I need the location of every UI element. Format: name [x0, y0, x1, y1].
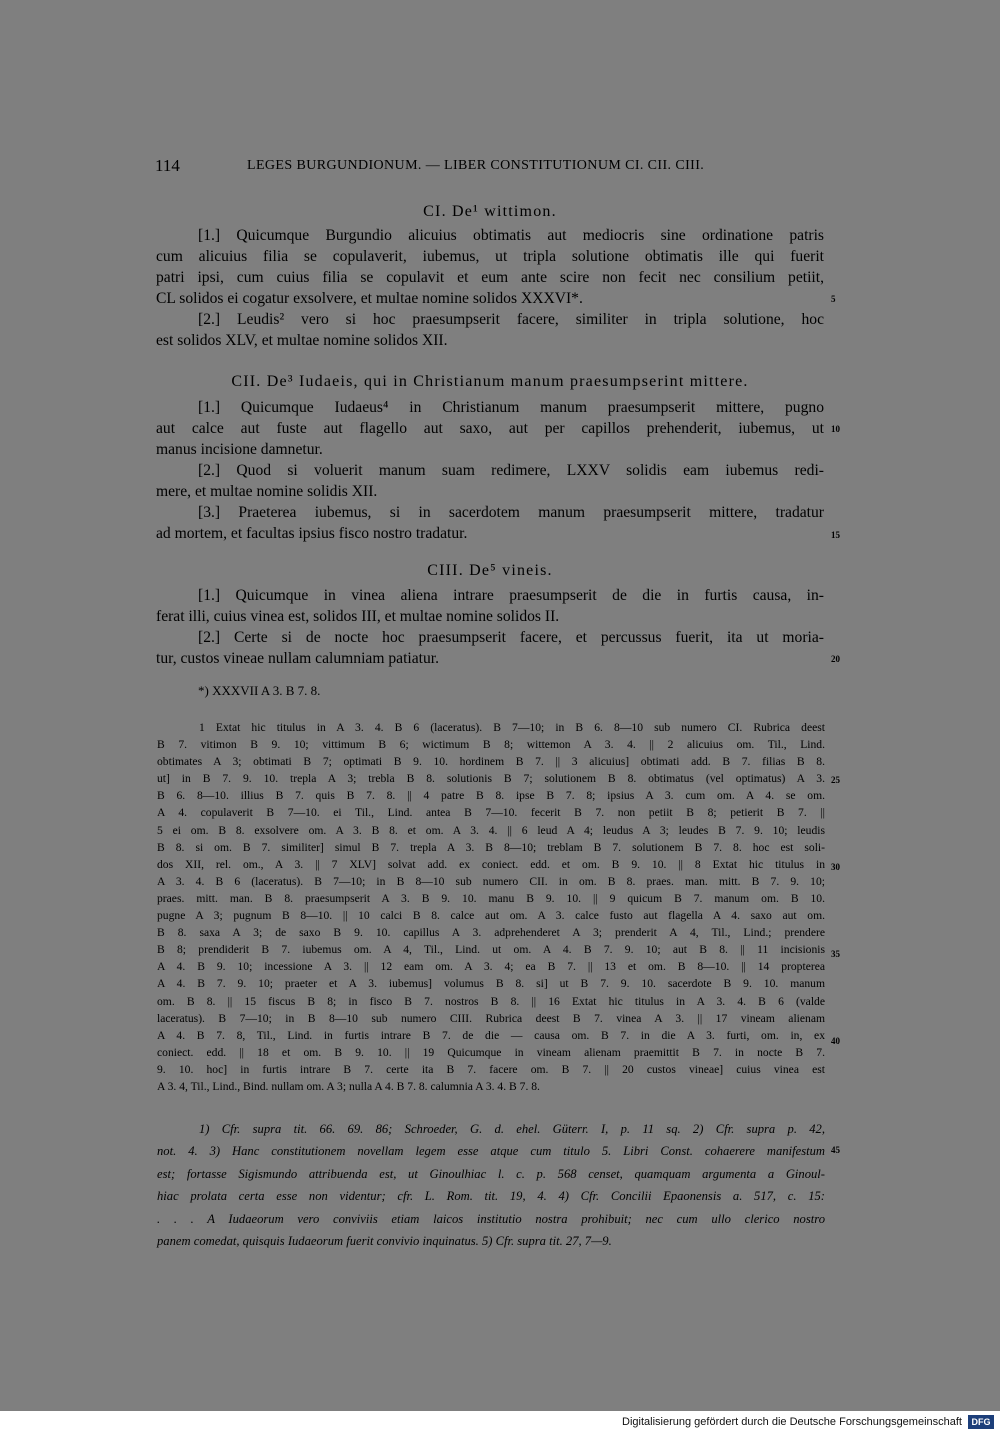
text-line: [2.] Leudis² vero si hoc praesumpserit facere, similiter in tripla solutione, hoc	[198, 311, 824, 328]
footnote-line: not. 4. 3) Hanc constitutionem novellam legem esse atque cum titulo 5. Libri Const. cohaerere manifestum	[157, 1144, 825, 1159]
running-head: LEGES BURGUNDIONUM. — LIBER CONSTITUTIONUM CI. CII. CIII.	[247, 158, 705, 173]
text-line: ad mortem, et facultas ipsius fisco nostro tradatur.	[156, 525, 468, 542]
section-title-ci: CI. De¹ wittimon.	[423, 203, 557, 220]
apparatus-line: dos XII, rel. om., A 3. || 7 XLV] solvat add. ex coniect. edd. et om. B 9. 10. || 8 Extat hic titulus in	[157, 857, 825, 871]
apparatus-line: B 6. 8—10. illius B 7. quis B 7. 8. || 4 patre B 8. ipse B 7. 8; ipsius A 3. cum om. A 4. se om.	[157, 789, 825, 803]
text-line: patri ipsi, cum cuius filia se copulavit et eum ante scire non fecit nec consilium petiit,	[156, 269, 824, 286]
footnote-line: 1) Cfr. supra tit. 66. 69. 86; Schroeder, G. d. ehel. Güterr. I, p. 11 sq. 2) Cfr. supra p. 42,	[199, 1122, 825, 1136]
apparatus-line: pugne A 3; pugnum B 8—10. || 10 calci B 8. calce aut om. A 3. calce fusto aut flagella A 4. saxo aut om.	[157, 909, 825, 923]
apparatus-line: A 4. B 9. 10; incessione A 3. || 12 eam om. A 3. 4; ea B 7. || 13 et om. B 8—10. || 14 propterea	[157, 960, 825, 974]
apparatus-line: obtimates A 3; obtimati B 7; optimati B 9. 10. hordinem B 7. || 3 alicuius] obtimati add. B 7. filias B 8.	[157, 755, 825, 769]
page-header	[155, 156, 825, 180]
footnotes	[157, 1118, 825, 1252]
text-line: [2.] Certe si de nocte hoc praesumpserit facere, et percussus fuerit, ita ut moria-	[198, 629, 824, 646]
margin-line-number: 35	[831, 949, 840, 959]
footnote-line: panem comedat, quisquis Iudaeorum fuerit convivio inquinatus. 5) Cfr. supra tit. 27, 7—9.	[157, 1234, 612, 1249]
text-line: [1.] Quicumque Iudaeus⁴ in Christianum manum praesumpserit mittere, pugno	[198, 399, 824, 416]
footnote-line: . . . A Iudaeorum vero conviviis etiam laicos institutio nostra prohibuit; nec cum ullo clerico nostro	[157, 1211, 825, 1226]
apparatus-line: 9. 10. hoc] in furtis intrare B 7. certe ita B 7. facere om. B 7. || 20 custos vineae] cuius vinea est	[157, 1062, 825, 1076]
section-title-ciii: CIII. De⁵ vineis.	[427, 562, 553, 579]
text-line: tur, custos vineae nullam calumniam patiatur.	[156, 650, 440, 667]
text-line: [1.] Quicumque in vinea aliena intrare praesumpserit de die in furtis causa, in-	[198, 587, 824, 604]
apparatus-line: A 4. B 7. 8, Til., Lind. in furtis intrare B 7. de die — causa om. B 7. in die A 3. furti, om. in, ex	[157, 1028, 825, 1042]
section-title-cii: CII. De³ Iudaeis, qui in Christianum manum praesumpserint mittere.	[231, 373, 749, 390]
apparatus-line: praes. mitt. man. B 8. praesumpserit A 3. B 9. 10. manu B 9. 10. || 9 quicum B 7. manum om. B 10.	[157, 891, 825, 905]
apparatus-line: A 3. 4. B 6 (laceratus). B 7—10; in B 8—10 sub numero CII. in om. B 8. praes. man. mitt. B 7. 9. 10;	[157, 874, 825, 888]
apparatus-line: B 8. saxa A 3; de saxo B 9. 10. capillus A 3. adprehenderet A 3; prenderit A 4, Til., Lind.; prendere	[157, 926, 825, 940]
text-line: CL solidos ei cogatur exsolvere, et multae nomine solidos XXXVI*.	[156, 290, 583, 307]
variant-note: *) XXXVII A 3. B 7. 8.	[198, 683, 321, 698]
margin-line-number: 30	[831, 862, 840, 872]
text-line: est solidos XLV, et multae nomine solidos XII.	[156, 332, 448, 349]
footer-bar	[0, 1411, 1000, 1434]
section-body-ci	[156, 225, 824, 351]
apparatus-line: 1 Extat hic titulus in A 3. 4. B 6 (laceratus). B 7—10; in B 6. 8—10 sub numero CI. Rubrica deest	[199, 721, 825, 734]
margin-line-number: 10	[831, 424, 840, 434]
dfg-logo-icon: DFG	[968, 1415, 994, 1429]
section-body-cii	[156, 397, 824, 544]
margin-line-number: 25	[831, 775, 840, 785]
text-line: cum alicuius filia se copulaverit, iubemus, ut tripla solutione obtimatis ille qui fuerit	[156, 248, 824, 265]
apparatus-line: B 8; prendiderit B 7. iubemus om. A 4, Til., Lind. ut om. A 4. B 7. 9. 10; aut B 8. || 11 incisionis	[157, 943, 825, 957]
apparatus-line: B 7. vitimon B 9. 10; vittimum B 6; wictimum B 8; wittemon A 3. 4. || 2 alicuius om. Til., Lind.	[157, 738, 825, 752]
apparatus-line: A 4. B 7. 9. 10; praeter et A 3. iubemus] volumus B 8. si] ut B 7. 9. 10. sacerdote B 9. 10. manum	[157, 977, 825, 991]
text-line: manus incisione damnetur.	[156, 441, 323, 458]
text-line: [2.] Quod si voluerit manum suam redimere, LXXV solidis eam iubemus redi-	[198, 462, 824, 479]
margin-line-number: 5	[831, 294, 836, 304]
funding-notice: Digitalisierung gefördert durch die Deutsche Forschungsgemeinschaft	[622, 1416, 962, 1428]
text-line: aut calce aut fuste aut flagello aut saxo, aut per capillos prehenderit, iubemus, ut	[156, 420, 824, 437]
margin-line-number: 15	[831, 530, 840, 540]
text-line: ferat illi, cuius vinea est, solidos III, et multae nomine solidos II.	[156, 608, 560, 625]
page-number: 114	[155, 156, 180, 175]
margin-line-number: 40	[831, 1036, 840, 1046]
margin-line-number: 45	[831, 1145, 840, 1155]
apparatus-line: 5 ei om. B 8. exsolvere om. A 3. B 8. et om. A 3. 4. || 6 leud A 4; leudus A 3; leudes B 7. 9. 10; leudis	[157, 823, 825, 837]
apparatus-line: A 3. 4, Til., Lind., Bind. nullam om. A 3; nulla A 4. B 7. 8. calumnia A 3. 4. B 7. 8.	[157, 1079, 540, 1093]
critical-apparatus	[157, 719, 825, 1095]
apparatus-line: om. B 8. || 15 fiscus B 8; in fisco B 7. nostros B 8. || 16 Extat hic titulus in A 3. 4. B 6 (valde	[157, 994, 825, 1008]
section-body-ciii	[156, 585, 824, 669]
apparatus-line: B 8. si om. B 7. similiter] simul B 7. trepla A 3. B 8—10; treblam B 7. solutionem B 7. 8. hoc est soli-	[157, 840, 825, 854]
text-line: [3.] Praeterea iubemus, si in sacerdotem manum praesumpserit mittere, tradatur	[198, 504, 824, 521]
footnote-line: hiac prolata certa esse non videntur; cfr. L. Rom. tit. 19, 4. 4) Cfr. Concilii Epaonensis a. 517, c. 15:	[157, 1189, 825, 1204]
apparatus-line: coniect. edd. || 18 et om. B 9. 10. || 19 Quicumque in vineam alienam praemittit B 7. in nocte B 7.	[157, 1045, 825, 1059]
text-line: [1.] Quicumque Burgundio alicuius obtimatis aut mediocris sine ordinatione patris	[198, 227, 824, 244]
apparatus-line: ut] in B 7. 9. 10. trepla A 3; trebla B 8. solutionis B 7; solutionem B 8. obtimatus (vel optimatus) A 3.	[157, 772, 825, 786]
footnote-line: est; fortasse Sigismundo attribuenda est, ut Ginoulhiac l. c. p. 568 censet, quamquam argumenta a Ginoul-	[157, 1166, 825, 1181]
apparatus-line: A 4. copulaverit B 7—10. ei Til., Lind. antea B 7—10. fecerit B 7. non petiit B 8; petierit B 7. ||	[157, 806, 825, 820]
margin-line-number: 20	[831, 654, 840, 664]
apparatus-line: laceratus). B 7—10; in B 8—10 sub numero CIII. Rubrica deest B 7. vinea A 3. || 17 vineam alienam	[157, 1011, 825, 1025]
text-line: mere, et multae nomine solidis XII.	[156, 483, 378, 500]
